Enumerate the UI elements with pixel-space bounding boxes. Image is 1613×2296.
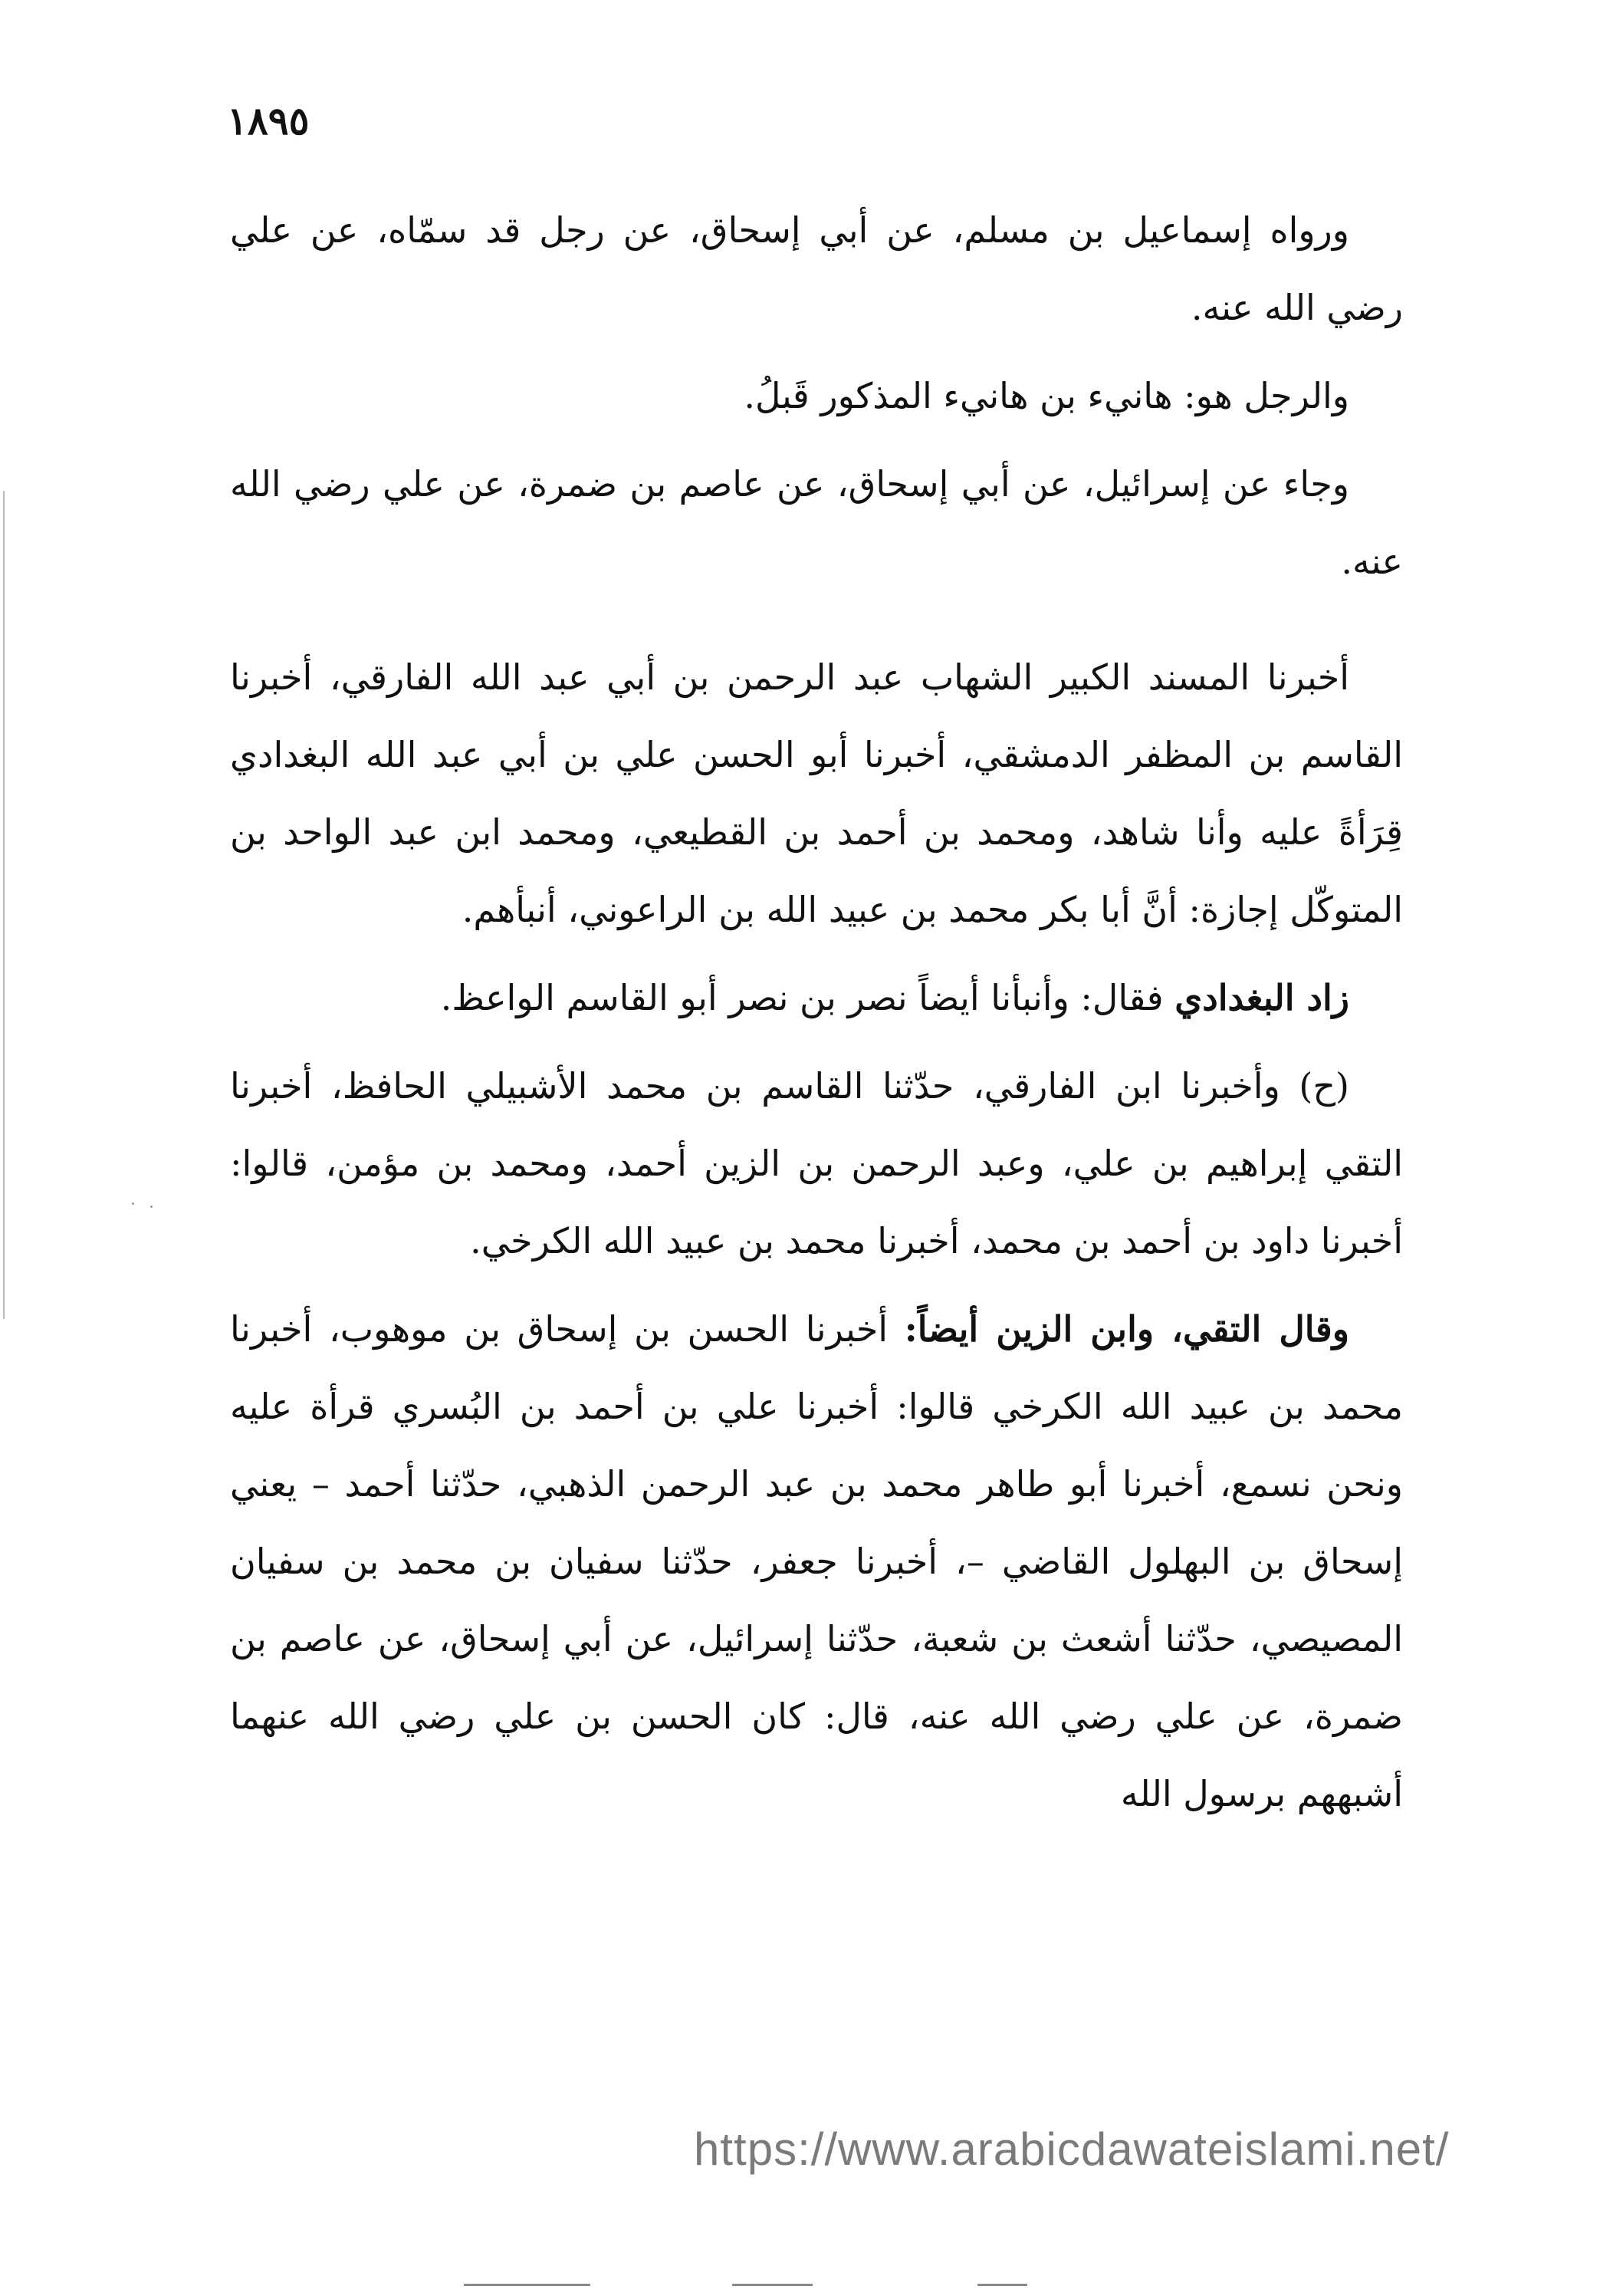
paragraph-bold-lead: وقال التقي، وابن الزين أيضاً: (904, 1308, 1349, 1350)
paragraph-2 (230, 357, 1403, 435)
paragraph-7 (230, 1291, 1403, 1833)
scan-margin-line (3, 491, 5, 1319)
footer-rule (732, 2284, 813, 2286)
paragraph-text: فقال: وأنبأنا أيضاً نصر بن نصر أبو القاسم الواعظ. (440, 977, 1175, 1018)
paragraph-text: ورواه إسماعيل بن مسلم، عن أبي إسحاق، عن رجل قد سمّاه، عن علي رضي الله عنه. (230, 209, 1403, 328)
paragraph-text: أخبرنا المسند الكبير الشهاب عبد الرحمن بن أبي عبد الله الفارقي، أخبرنا القاسم بن المظفر الدمشقي، أخبرنا أبو الحسن علي بن أبي عبد الله البغدادي قِرَأةً عليه وأنا شاهد، ومحمد بن أحمد بن القطيعي، ومحمد ابن عبد الواحد بن المتوكّل إجازة: أنَّ أبا بكر محمد بن عبيد الله بن الراعوني، أنبأهم. (230, 656, 1403, 930)
paragraph-text: والرجل هو: هانيء بن هانيء المذكور قَبلُ. (744, 375, 1349, 416)
footer-rule (464, 2284, 590, 2286)
scan-speck (150, 1206, 153, 1208)
paragraph-text: (ح) وأخبرنا ابن الفارقي، حدّثنا القاسم بن محمد الأشبيلي الحافظ، أخبرنا التقي إبراهيم بن علي، وعبد الرحمن بن الزين أحمد، ومحمد بن مؤمن، قالوا: أخبرنا داود بن أحمد بن محمد، أخبرنا محمد بن عبيد الله الكرخي. (230, 1065, 1403, 1261)
paragraph-text: أخبرنا الحسن بن إسحاق بن موهوب، أخبرنا محمد بن عبيد الله الكرخي قالوا: أخبرنا علي بن أحمد بن البُسري قرأة عليه ونحن نسمع، أخبرنا أبو طاهر محمد بن عبد الرحمن الذهبي، حدّثنا أحمد – يعني إسحاق بن البهلول القاضي –، أخبرنا جعفر، حدّثنا سفيان بن محمد بن سفيان المصيصي، حدّثنا أشعث بن شعبة، حدّثنا إسرائيل، عن أبي إسحاق، عن عاصم بن ضمرة، عن علي رضي الله عنه، قال: كان الحسن بن علي رضي الله عنهما أشبههم برسول الله (230, 1308, 1403, 1814)
paragraph-5 (230, 959, 1403, 1037)
page-number: ١٨٩٥ (227, 98, 310, 143)
paragraph-6 (230, 1048, 1403, 1280)
body-text (230, 192, 1403, 1833)
paragraph-text: وجاء عن إسرائيل، عن أبي إسحاق، عن عاصم بن ضمرة، عن علي رضي الله عنه. (230, 463, 1403, 582)
watermark-url: https://www.arabicdawateislami.net/ (694, 2123, 1450, 2175)
footer-rule (977, 2284, 1027, 2286)
paragraph-3 (230, 446, 1403, 600)
paragraph-bold-lead: زاد البغدادي (1174, 977, 1349, 1018)
paragraph-4 (230, 639, 1403, 949)
paragraph-1 (230, 192, 1403, 347)
scan-speck (132, 1202, 134, 1205)
